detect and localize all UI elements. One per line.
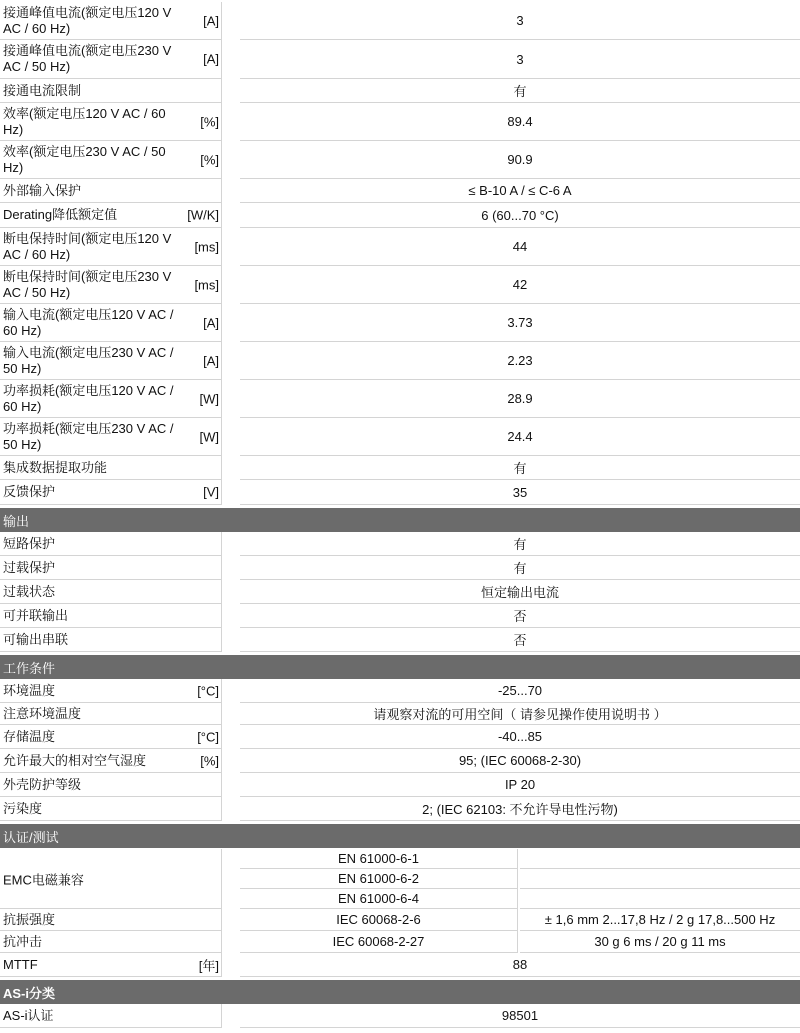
spec-value: 42 <box>240 266 800 304</box>
spec-row <box>0 849 800 869</box>
spec-value: ≤ B-10 A / ≤ C-6 A <box>240 179 800 203</box>
spec-value: 请观察对流的可用空间（ 请参见操作使用说明书 ） <box>240 703 800 725</box>
spec-value: 2; (IEC 62103: 不允许导电性污物) <box>240 797 800 821</box>
spec-unit: [A] <box>203 353 219 368</box>
spec-row <box>0 580 800 604</box>
spec-value: 24.4 <box>240 418 800 456</box>
spec-label: 过载保护 <box>3 559 56 575</box>
spec-value: -40...85 <box>240 725 800 749</box>
spec-label: 存储温度 <box>3 728 56 744</box>
spec-standard: EN 61000-6-2 <box>240 869 518 889</box>
spec-value: 6 (60...70 °C) <box>240 203 800 228</box>
spec-value: 3 <box>240 40 800 79</box>
spec-value: 30 g 6 ms / 20 g 11 ms <box>520 931 800 953</box>
spec-label: 断电保持时间(额定电压120 V AC / 60 Hz) <box>3 230 172 262</box>
spec-label: 注意环境温度 <box>3 705 82 721</box>
spec-label: 过载状态 <box>3 583 56 599</box>
spec-row <box>0 749 800 773</box>
spec-standard: IEC 60068-2-6 <box>240 909 518 931</box>
spec-unit: [°C] <box>197 729 219 744</box>
spec-label: 效率(额定电压120 V AC / 60 Hz) <box>3 105 166 137</box>
spec-unit: [A] <box>203 315 219 330</box>
section-header-asi: AS-i分类 <box>0 980 800 1004</box>
spec-row <box>0 797 800 821</box>
spec-unit: [V] <box>203 484 219 500</box>
spec-value: 88 <box>240 953 800 977</box>
spec-unit: [W] <box>199 391 219 406</box>
spec-row <box>0 40 800 79</box>
spec-label: 集成数据提取功能 <box>3 459 108 475</box>
spec-value: 否 <box>240 628 800 652</box>
spec-label: 效率(额定电压230 V AC / 50 Hz) <box>3 143 166 175</box>
spec-value: 否 <box>240 604 800 628</box>
spec-value: 有 <box>240 532 800 556</box>
spec-unit: [A] <box>203 13 219 28</box>
spec-row <box>0 2 800 40</box>
spec-value: 98501 <box>240 1004 800 1028</box>
spec-row <box>0 480 800 505</box>
spec-row <box>0 556 800 580</box>
spec-standard: EN 61000-6-1 <box>240 849 518 869</box>
spec-row <box>0 889 800 909</box>
spec-value: 95; (IEC 60068-2-30) <box>240 749 800 773</box>
spec-unit: [W] <box>199 429 219 444</box>
spec-label: MTTF <box>3 956 38 972</box>
spec-value: 恒定输出电流 <box>240 580 800 604</box>
spec-label: EMC电磁兼容 <box>3 872 84 887</box>
spec-label: 接通电流限制 <box>3 82 82 98</box>
spec-standard: IEC 60068-2-27 <box>240 931 518 953</box>
spec-row <box>0 79 800 103</box>
spec-row <box>0 773 800 797</box>
spec-label: 污染度 <box>3 800 43 816</box>
spec-unit: [%] <box>200 114 219 129</box>
spec-standard: EN 61000-6-4 <box>240 889 518 909</box>
spec-value: ± 1,6 mm 2...17,8 Hz / 2 g 17,8...500 Hz <box>520 909 800 931</box>
spec-unit: [ms] <box>194 277 219 292</box>
spec-label: Derating降低额定值 <box>3 207 118 222</box>
spec-label: 抗振强度 <box>3 911 56 927</box>
spec-value: -25...70 <box>240 679 800 703</box>
spec-row <box>0 304 800 342</box>
spec-label: AS-i认证 <box>3 1007 54 1023</box>
spec-row <box>0 179 800 203</box>
spec-label: 输入电流(额定电压120 V AC / 60 Hz) <box>3 306 174 338</box>
spec-label: 环境温度 <box>3 682 56 698</box>
spec-value: IP 20 <box>240 773 800 797</box>
spec-label: 断电保持时间(额定电压230 V AC / 50 Hz) <box>3 268 172 300</box>
spec-label: 外部输入保护 <box>3 182 82 198</box>
section-header-output: 输出 <box>0 508 800 532</box>
spec-row <box>0 869 800 889</box>
spec-value: 35 <box>240 480 800 505</box>
spec-row <box>0 909 800 931</box>
spec-row <box>0 679 800 703</box>
spec-label: 可输出串联 <box>3 631 69 647</box>
spec-value: 有 <box>240 556 800 580</box>
spec-value: 44 <box>240 228 800 266</box>
spec-unit: [°C] <box>197 683 219 698</box>
spec-value: 3 <box>240 2 800 40</box>
spec-row <box>0 418 800 456</box>
spec-label: 功率损耗(额定电压120 V AC / 60 Hz) <box>3 382 174 414</box>
spec-label: 短路保护 <box>3 535 56 551</box>
spec-unit: [%] <box>200 152 219 167</box>
section-header-conditions: 工作条件 <box>0 655 800 679</box>
spec-value: 有 <box>240 79 800 103</box>
spec-row <box>0 141 800 179</box>
spec-row <box>0 266 800 304</box>
spec-row <box>0 103 800 141</box>
spec-value: 2.23 <box>240 342 800 380</box>
spec-unit: [A] <box>203 51 219 67</box>
spec-row <box>0 380 800 418</box>
spec-unit: [W/K] <box>187 207 219 223</box>
spec-label: 允许最大的相对空气湿度 <box>3 752 147 768</box>
spec-value: 28.9 <box>240 380 800 418</box>
spec-row <box>0 456 800 480</box>
spec-row <box>0 703 800 725</box>
spec-row <box>0 725 800 749</box>
spec-row <box>0 228 800 266</box>
spec-label: 输入电流(额定电压230 V AC / 50 Hz) <box>3 344 174 376</box>
spec-label: 抗冲击 <box>3 933 43 949</box>
spec-row <box>0 604 800 628</box>
section-header-certification: 认证/测试 <box>0 824 800 848</box>
spec-value: 90.9 <box>240 141 800 179</box>
spec-label: 接通峰值电流(额定电压120 V AC / 60 Hz) <box>3 4 172 36</box>
spec-unit: [%] <box>200 753 219 768</box>
spec-row <box>0 953 800 977</box>
spec-unit: [ms] <box>194 239 219 254</box>
spec-row <box>0 203 800 228</box>
spec-value: 有 <box>240 456 800 480</box>
spec-row <box>0 628 800 652</box>
spec-label: 功率损耗(额定电压230 V AC / 50 Hz) <box>3 420 174 452</box>
spec-label: 可并联输出 <box>3 607 69 623</box>
spec-value: 3.73 <box>240 304 800 342</box>
spec-unit: [年] <box>198 958 219 973</box>
spec-label: 接通峰值电流(额定电压230 V AC / 50 Hz) <box>3 43 172 74</box>
spec-row <box>0 342 800 380</box>
spec-value: 89.4 <box>240 103 800 141</box>
spec-row <box>0 1004 800 1028</box>
spec-label: 反馈保护 <box>3 484 56 499</box>
spec-row <box>0 532 800 556</box>
spec-label: 外壳防护等级 <box>3 776 82 792</box>
spec-row <box>0 931 800 953</box>
